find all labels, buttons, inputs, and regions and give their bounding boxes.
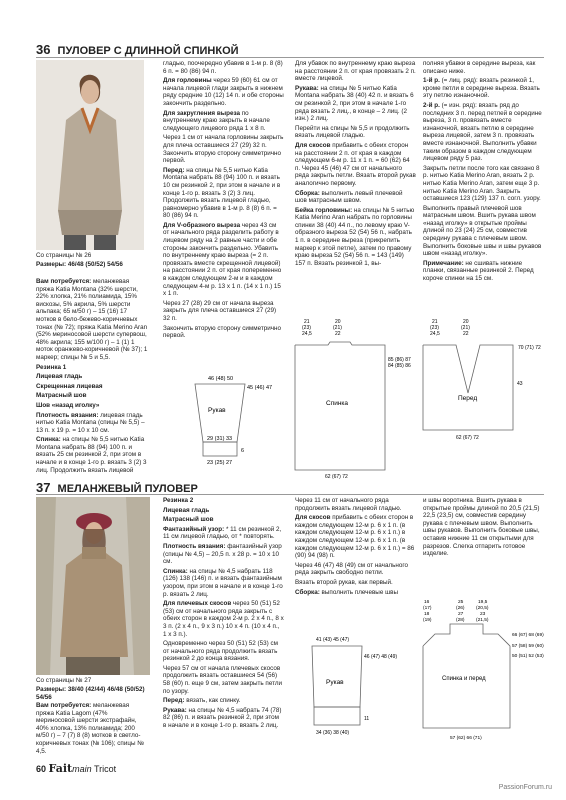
paragraph (163, 222, 284, 298)
paragraph (423, 77, 544, 100)
section-title: МЕЛАНЖЕВЫЙ ПУЛОВЕР (57, 483, 198, 495)
body-diagram-37 (418, 596, 553, 748)
sleeve-bottom-label: 34 (36) 38 (40) (316, 730, 350, 736)
paragraph-label: Примечание: (423, 259, 464, 267)
top-mid: 25 (26) 27 (28) (456, 600, 465, 623)
paragraph-label: Плотность вязания: (163, 542, 226, 550)
paragraph-label: Шов «назад иголку» (36, 401, 100, 409)
paragraph (163, 640, 284, 663)
paragraph-text: полняя убавки в середине выреза, как описано ниже. (423, 60, 536, 75)
paragraph-label: 2-й р. (423, 101, 440, 109)
paragraph (423, 260, 544, 283)
paragraph-text: Одновременно через 50 (51) 52 (53) см от начального ряда продолжить вязать резинкой 2 до конца вязания. (163, 640, 278, 663)
paragraph-text: Через 46 (47) 48 (49) см от начального ряда закрыть свободно петли. (295, 561, 409, 577)
paragraph-label: Сборка: (295, 189, 320, 197)
back-right: 85 (86) 87 84 (85) 86 (388, 357, 411, 369)
paragraph-label: Для плечевых скосов (163, 600, 232, 608)
front-top-left: 21 (23) 24,5 (430, 319, 440, 337)
sleeve-bottom-label: 23 (25) 27 (207, 460, 233, 466)
paragraph (36, 392, 148, 400)
paragraph-text: на спицы № 5 нитью Katia Merino Aran набрать по горловины спинки 38 (40) 44 п., по левому краю V-образного выреза 52 (54) 56 п., набрать 1 п. в середине выреза (прикрепить маркер к этой петле), затем по правому краю выреза 52 (54) 56 п. = 143 (149) 157 п. Вязать резинкой 1, вы- (295, 206, 415, 267)
paragraph-label: Для закругления выреза (163, 109, 241, 117)
paragraph (36, 402, 148, 410)
bottom-label: 57 (62) 66 (71) (450, 736, 482, 741)
paragraph-text: и швы воротника. Вшить рукава в открытые проймы длиной по 20,5 (21,5) 22,5 (23,5) см, совместив середину рукава с плечевым швом. Выполнить швы рукавов. Выполнить боковые швы, оставив нижние 11 см открытыми для разрезов. Слегка отпарить готовое изделие. (423, 497, 540, 558)
paragraph-label: Лицевая гладь (36, 373, 83, 381)
paragraph-label: Перед: (163, 697, 185, 705)
paragraph (163, 325, 284, 340)
paragraph-label: Для V-образного выреза (163, 221, 241, 229)
paragraph (36, 373, 148, 381)
paragraph-label: Плотность вязания: (36, 411, 99, 419)
back-bottom: 62 (67) 72 (325, 474, 348, 480)
paragraph-text: выполнить левый плечевой шов матрасным швом. (295, 189, 403, 205)
s37-column-2 (163, 497, 284, 732)
sleeve-diagram-37 (300, 632, 400, 740)
paragraph (163, 507, 284, 515)
top-right: 19,5 (20,5) 23 (21,5) (476, 600, 489, 623)
page-ref-36: Со страницы № 26 (36, 252, 92, 259)
paragraph-text: на спицы № 5,5 нитью Katia Montana набрать 88 (94) 100 п. и вязать 10 см резинкой 2, при этом в начале и в конце 1-го р. вязать 3 (2) 3 лиц. Продолжить вязать лицевой гладью, равномерно убавив в 1-м р. 8 (8) 6 п. = 80 (86) 94 п. (163, 166, 281, 220)
paragraph (423, 102, 544, 163)
paragraph-text: через 43 см от начального ряда разделить работу в лицевом ряду на 2 равные части и обе стороны закончить раздельно. Убавить по внутреннему краю выреза (= 2 п. провязать вместе скрещенной лицевой) на расстоянии 2 п. от края попеременно в каждом следующем 2-м и в каждом следующем 4-м р. 13 x 1 п. (14 x 1 п.) 15 x 1 п. (163, 221, 282, 298)
paragraph-text: прибавить с обеих сторон в каждом следующем 12-м р. 6 x 1 п. (в каждом следующем 12-м р. 6 x 1 п.) в каждом следующем 12-м р. 6 x 1 п. (в каждом следующем 12-м р. 6 x 1 п.) = 86 (90) 94 (98) п. (295, 514, 415, 560)
model-photo-37 (36, 497, 150, 675)
front-top-mid: 20 (21) 22 (461, 319, 470, 337)
paragraph (36, 702, 148, 755)
brand-main: main (72, 764, 92, 774)
front-bottom: 62 (67) 72 (456, 435, 479, 441)
sleeve-mid-label: 29 (31) 33 (207, 436, 233, 442)
back-name: Спинка (326, 400, 349, 407)
section-title: ПУЛОВЕР С ДЛИННОЙ СПИНКОЙ (57, 45, 239, 57)
sleeve-top-label: 46 (48) 50 (208, 376, 234, 382)
s36-column-2 (163, 60, 284, 342)
paragraph-label: Сборка: (295, 588, 320, 596)
paragraph-text: Через 1 см от начала горловины закрыть для плеча оставшиеся 27 (29) 32 п. Закончить вторую сторону симметрично первой. (163, 134, 284, 165)
paragraph (36, 278, 148, 362)
paragraph-text: Выполнить правый плечевой шов матрасным швом. Вшить рукава швом «назад иголку» в открытые проймы длиной по 23 (24) 25 см, совместив середину рукава с плечевым швом. Выполнить боковые швы и швы рукавов швом «назад иголку». (423, 204, 542, 258)
paragraph-text: Через 27 (28) 29 см от начала выреза закрыть для плеча оставшиеся 27 (29) 32 п. (163, 299, 277, 322)
paragraph (295, 589, 416, 597)
paragraph-text: (= лиц. ряд): вязать резинкой 1, кроме петли в середине выреза. Вязать эту петлю изнаночной. (423, 77, 540, 100)
paragraph (163, 543, 284, 566)
paragraph-label: Рукава: (295, 84, 319, 92)
paragraph-label: Бейка горловины: (295, 206, 353, 214)
paragraph (295, 85, 416, 123)
paragraph (295, 514, 416, 560)
paragraph-text: выполнить плечевые швы (319, 588, 398, 596)
paragraph-label: Вам потребуется: (36, 278, 92, 285)
front-mid: 43 (517, 381, 523, 387)
paragraph-label: Резинка 2 (163, 497, 194, 504)
paragraph (423, 60, 544, 75)
s37-column-4 (423, 497, 544, 560)
paragraph (163, 526, 284, 541)
sleeve-name: Рукав (326, 679, 344, 686)
front-name: Перед (458, 395, 478, 402)
paragraph (295, 142, 416, 188)
paragraph-text: не сшивать нижние планки, связанные резинкой 2. Перед короче спинки на 15 см. (423, 259, 534, 283)
back-top-left: 21 (23) 24,5 (302, 319, 312, 337)
paragraph-label: Для горловины (163, 77, 212, 85)
paragraph-text: Перейти на спицы № 5,5 и продолжить вязать лицевой гладью. (295, 124, 410, 140)
sizes-36: Размеры: 46/48 (50/52) 54/56 (36, 261, 123, 268)
body-name: Спинка и перед (442, 676, 486, 682)
paragraph-label: Спинка: (36, 436, 61, 444)
paragraph-label: Резинка 1 (36, 363, 67, 371)
paragraph-text: Закончить вторую сторону симметрично первой. (163, 324, 282, 340)
paragraph-label: Скрещенная лицевая (36, 382, 103, 390)
paragraph (163, 134, 284, 164)
paragraph-label: 1-й р. (423, 77, 440, 85)
sizes-37: Размеры: 38/40 (42/44) 46/48 (50/52) 54/56 (36, 686, 145, 701)
back-top-mid: 20 (21) 22 (333, 319, 342, 337)
sleeve-name: Рукав (208, 407, 226, 414)
paragraph-label: Фантазийный узор: (163, 525, 225, 533)
paragraph (423, 497, 544, 558)
section-rule (36, 57, 544, 58)
back-diagram-36 (290, 315, 420, 485)
brand-fait: Fait (48, 762, 73, 775)
s36-column-3 (295, 60, 416, 269)
paragraph-text: Через 11 см от начального ряда продолжить вязать лицевой гладью. (295, 497, 402, 512)
paragraph-label: Для скосов (295, 141, 331, 149)
paragraph-label: Спинка: (163, 567, 188, 575)
paragraph (163, 77, 284, 107)
section-rule (36, 494, 544, 495)
paragraph (295, 60, 416, 83)
sleeve-top-label: 41 (43) 45 (47) (316, 637, 350, 643)
brand-tricot: Tricot (91, 764, 117, 774)
paragraph (163, 300, 284, 323)
paragraph-text: на спицы № 4,5 набрать 118 (126) 138 (146) п. и вязать фантазийным узором, при этом в начале и в конце 1-го р. вязать 2 лиц. (163, 567, 283, 598)
sleeve-cuff-label: 11 (364, 716, 370, 722)
paragraph-text: вязать, как спинку. (184, 697, 241, 705)
paragraph-label: Матрасный шов (36, 392, 87, 400)
page-number: 60 (36, 764, 47, 774)
paragraph (295, 207, 416, 268)
paragraph-text: на спицы № 5,5 нитью Katia Montana набрать 88 (94) 100 п. и вязать 25 см резинкой 2, при этом в начале и в конце 1-го р. вязать 3 (2) 3 лиц. Продолжить вязать лицевой (36, 436, 147, 474)
paragraph (295, 190, 416, 205)
paragraph-text: прибавить с обеих сторон на расстоянии 2 п. от края в каждом следующем 6-м р. 11 x 1 п. = 60 (62) 64 п. Через 45 (46) 47 см от начального ряда закрыть петли. Вязать второй рукав аналогично первому. (295, 141, 416, 187)
paragraph-label: Перед: (163, 166, 185, 174)
paragraph-text: лицевая гладь нитью Katia Montana (спицы № 5,5) – 13 п. x 19 р. = 10 x 10 см. (36, 411, 145, 434)
sleeve-cuff-label: 6 (241, 448, 245, 454)
front-diagram-36 (418, 315, 553, 465)
section-37-header (36, 480, 198, 494)
paragraph (163, 697, 284, 705)
site-watermark: PassionForum.ru (498, 784, 552, 791)
paragraph-label: Вам потребуется: (36, 702, 92, 709)
paragraph (36, 364, 148, 372)
paragraph-text: на спицы № 4,5 набрать 74 (78) 82 (86) п. и вязать резинкой 2, при этом в начале и в конце 1-го р. вязать 2 лиц. (163, 706, 282, 730)
right-label-2: 57 (58) 59 (60) (512, 644, 544, 649)
s37-column-1 (36, 702, 148, 757)
paragraph-label: Матрасный шов (163, 516, 214, 524)
right-label-1: 66 (67) 68 (69) (512, 633, 544, 638)
paragraph-text: Через 57 см от начала плечевых скосов продолжить вязать оставшиеся 54 (56) 58 (60) п. еще 9 см, затем закрыть петли по узору. (163, 664, 283, 695)
paragraph (295, 579, 416, 587)
paragraph-text: через 59 (60) 61 см от начала лицевой глади закрыть в нижнем ряду средние 10 (12) 14 п. и обе стороны закончить раздельно. (163, 77, 284, 107)
paragraph-label: Лицевая гладь (163, 506, 210, 514)
paragraph (423, 165, 544, 203)
top-left: 16 (17) 18 (19) (423, 600, 432, 623)
paragraph (295, 125, 416, 140)
paragraph-text: Вязать второй рукав, как первый. (295, 578, 393, 586)
paragraph-text: * 11 см резинкой 2, 11 см лицевой гладью, от * повторять. (163, 525, 282, 541)
s36-column-1 (36, 278, 148, 476)
paragraph (163, 516, 284, 524)
paragraph (163, 497, 284, 505)
s36-column-4 (423, 60, 544, 285)
paragraph-label: Рукава: (163, 706, 187, 714)
paragraph (295, 562, 416, 577)
paragraph (163, 60, 284, 75)
paragraph (163, 568, 284, 598)
paragraph (36, 383, 148, 391)
front-right: 70 (71) 72 (518, 345, 541, 351)
paragraph (163, 665, 284, 695)
section-number: 37 (36, 480, 51, 495)
paragraph (36, 436, 148, 474)
paragraph-label: Для скосов (295, 514, 331, 522)
paragraph-text: Закрыть петли после того как связано 8 р. нитью Katia Merino Aran, вязать 2 р. нитью Katia Merino Aran, затем еще 3 р. нитью Katia Merino Aran. Закрыть оставшиеся 123 (129) 137 п. согл. узору. (423, 164, 541, 203)
section-36-header (36, 42, 239, 56)
paragraph-text: гладью, поочередно убавив в 1-м р. 8 (8) 6 п. = 80 (86) 94 п. (163, 60, 283, 75)
section-number: 36 (36, 42, 51, 57)
paragraph (163, 707, 284, 730)
paragraph-text: фантазийный узор (спицы № 4,5) – 20,5 п. x 28 р. = 10 x 10 см. (163, 542, 282, 566)
paragraph-text: Для убавок по внутреннему краю выреза на расстоянии 2 п. от края провязать 2 п. вместе лицевой. (295, 60, 416, 83)
paragraph-text: (= изн. ряд): вязать ряд до последних 3 п. перед петлей в середине выреза, 3 п. провязать вместе изнаночной, вязать петлю в середине выреза лицевой, затем 3 п. провязать вместе изнаночной. Выполнить убавки таким образом в каждом следующем лицевом ряду 5 раз. (423, 101, 542, 163)
sleeve-height-label: 46 (47) 48 (49) (364, 654, 398, 660)
paragraph-text: по внутреннему краю закрыть в начале следующего лицевого ряда 1 x 8 п. (163, 109, 270, 132)
paragraph-text: меланжевая пряжа Katia Montana (32% шерсти, 22% хлопка, 21% полиамида, 15% вискозы, 5% акрила, 5% шерсти альпака; 65 м/50 г) – 15 (16) 17 мотков в бело-бежево-коричневых тонах (№ 72); пряжа Katia Merino Aran (52% мериносовой шерсти супервош, 48% акрила; 155 м/100 г) – 1 (1) 1 моток оранжево-коричневой (№ 37); 1 маркер; спицы № 5 и 5,5. (36, 278, 148, 361)
paragraph (36, 412, 148, 435)
page-ref-37: Со страницы № 27 (36, 677, 92, 684)
paragraph (295, 497, 416, 512)
sleeve-height-label: 45 (46) 47 (247, 385, 273, 391)
page-footer (36, 762, 116, 775)
paragraph-text: меланжевая пряжа Katia Lagom (47% мериносовой шерсти экстрафайн, 40% хлопка, 13% полиамида; 200 м/50 г) – 7 (7) 8 (8) мотков в светло-коричневых тонах (№ 106); спицы № 4,5. (36, 702, 144, 755)
paragraph-text: через 50 (51) 52 (53) см от начального ряда закрыть с обеих сторон в каждом 2-м р. 2 x 4 п., 8 x 3 п. (2 x 4 п., 9 x 3 п.) 10 x 4 п. (10 x 4 п., 1 x 3 п.). (163, 600, 284, 638)
paragraph-text: на спицы № 5 нитью Katia Montana набрать 38 (40) 42 п. и вязать 6 см резинкой 2, при этом в начале 1-го ряда вязать 2 лиц., в конце – 2 лиц. (2 изн.) 2 лиц. (295, 84, 414, 123)
model-photo-36 (36, 60, 144, 250)
right-label-3: 50 (51) 52 (53) (512, 654, 544, 659)
sleeve-diagram-36 (185, 372, 275, 467)
paragraph (163, 600, 284, 638)
paragraph (163, 110, 284, 133)
s37-column-3 (295, 497, 416, 598)
paragraph (163, 167, 284, 220)
paragraph (423, 205, 544, 258)
